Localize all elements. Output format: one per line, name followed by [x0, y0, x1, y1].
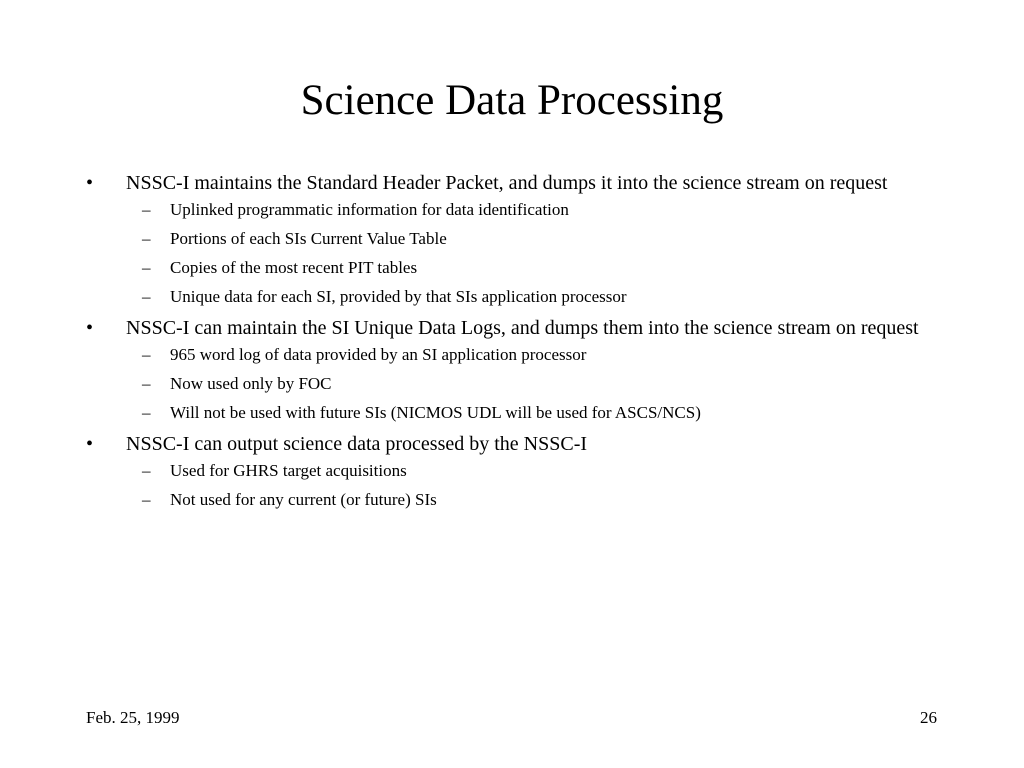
sub-bullet-marker: – — [142, 287, 151, 306]
sub-bullet-marker: – — [142, 461, 151, 480]
bullet-item — [86, 170, 946, 308]
sub-bullet-text: Unique data for each SI, provided by that SIs application processor — [170, 287, 627, 306]
slide-title: Science Data Processing — [300, 77, 724, 124]
sub-bullet-item — [126, 460, 946, 482]
sub-bullet-item — [126, 199, 946, 221]
sub-bullet-marker: – — [142, 403, 151, 422]
sub-bullet-list — [126, 344, 946, 424]
bullet-marker: • — [86, 172, 94, 194]
sub-bullet-text: 965 word log of data provided by an SI application processor — [170, 345, 587, 364]
bullet-list — [86, 170, 946, 518]
bullet-text: NSSC-I can output science data processed by the NSSC-I — [126, 433, 588, 455]
sub-bullet-list — [126, 460, 946, 511]
bullet-marker: • — [86, 317, 94, 339]
sub-bullet-item — [126, 373, 946, 395]
sub-bullet-marker: – — [142, 374, 151, 393]
sub-bullet-item — [126, 257, 946, 279]
sub-bullet-marker: – — [142, 229, 151, 248]
sub-bullet-text: Portions of each SIs Current Value Table — [170, 229, 447, 248]
bullet-item — [86, 431, 946, 511]
sub-bullet-text: Uplinked programmatic information for data identification — [170, 200, 569, 219]
sub-bullet-item — [126, 344, 946, 366]
footer-date: Feb. 25, 1999 — [86, 708, 180, 727]
sub-bullet-text: Not used for any current (or future) SIs — [170, 490, 437, 509]
sub-bullet-marker: – — [142, 258, 151, 277]
sub-bullet-text: Used for GHRS target acquisitions — [170, 461, 407, 480]
bullet-item — [86, 315, 946, 424]
sub-bullet-item — [126, 286, 946, 308]
sub-bullet-list — [126, 199, 946, 308]
sub-bullet-item — [126, 489, 946, 511]
sub-bullet-text: Will not be used with future SIs (NICMOS UDL will be used for ASCS/NCS) — [170, 403, 701, 422]
sub-bullet-marker: – — [142, 200, 151, 219]
sub-bullet-marker: – — [142, 490, 151, 509]
sub-bullet-item — [126, 228, 946, 250]
sub-bullet-marker: – — [142, 345, 151, 364]
sub-bullet-text: Now used only by FOC — [170, 374, 332, 393]
sub-bullet-text: Copies of the most recent PIT tables — [170, 258, 418, 277]
bullet-text: NSSC-I can maintain the SI Unique Data Logs, and dumps them into the science stream on request — [126, 317, 919, 339]
page-number: 26 — [920, 708, 937, 727]
sub-bullet-item — [126, 402, 946, 424]
bullet-marker: • — [86, 433, 94, 455]
bullet-text: NSSC-I maintains the Standard Header Packet, and dumps it into the science stream on request — [126, 172, 888, 194]
